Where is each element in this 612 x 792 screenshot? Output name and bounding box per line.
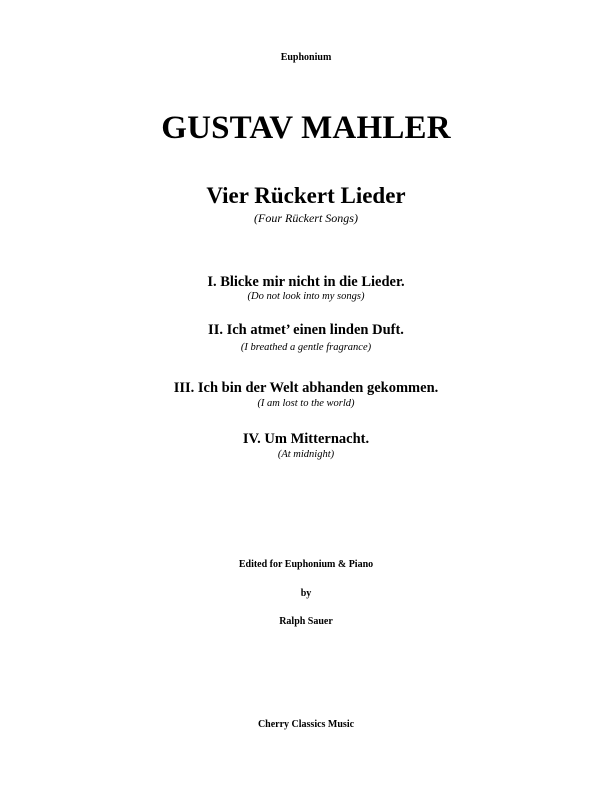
song-title: IV. Um Mitternacht. <box>242 431 370 447</box>
work-subtitle: (Four Rückert Songs) <box>254 211 358 225</box>
song-title: III. Ich bin der Welt abhanden gekommen. <box>173 380 439 396</box>
song-translation: (I breathed a gentle fragrance) <box>240 342 372 353</box>
song-translation: (Do not look into my songs) <box>247 291 365 302</box>
composer-name: GUSTAV MAHLER <box>161 110 451 146</box>
work-title: Vier Rückert Lieder <box>206 183 406 208</box>
publisher-name: Cherry Classics Music <box>257 719 355 730</box>
instrument-label: Euphonium <box>280 52 332 63</box>
song-title: I. Blicke mir nicht in die Lieder. <box>207 274 405 290</box>
song-translation: (At midnight) <box>277 449 335 460</box>
song-title: II. Ich atmet’ einen linden Duft. <box>208 322 404 338</box>
by-label: by <box>300 588 312 599</box>
song-translation: (I am lost to the world) <box>257 398 355 409</box>
edition-note: Edited for Euphonium & Piano <box>238 559 374 570</box>
arranger-name: Ralph Sauer <box>279 616 333 627</box>
